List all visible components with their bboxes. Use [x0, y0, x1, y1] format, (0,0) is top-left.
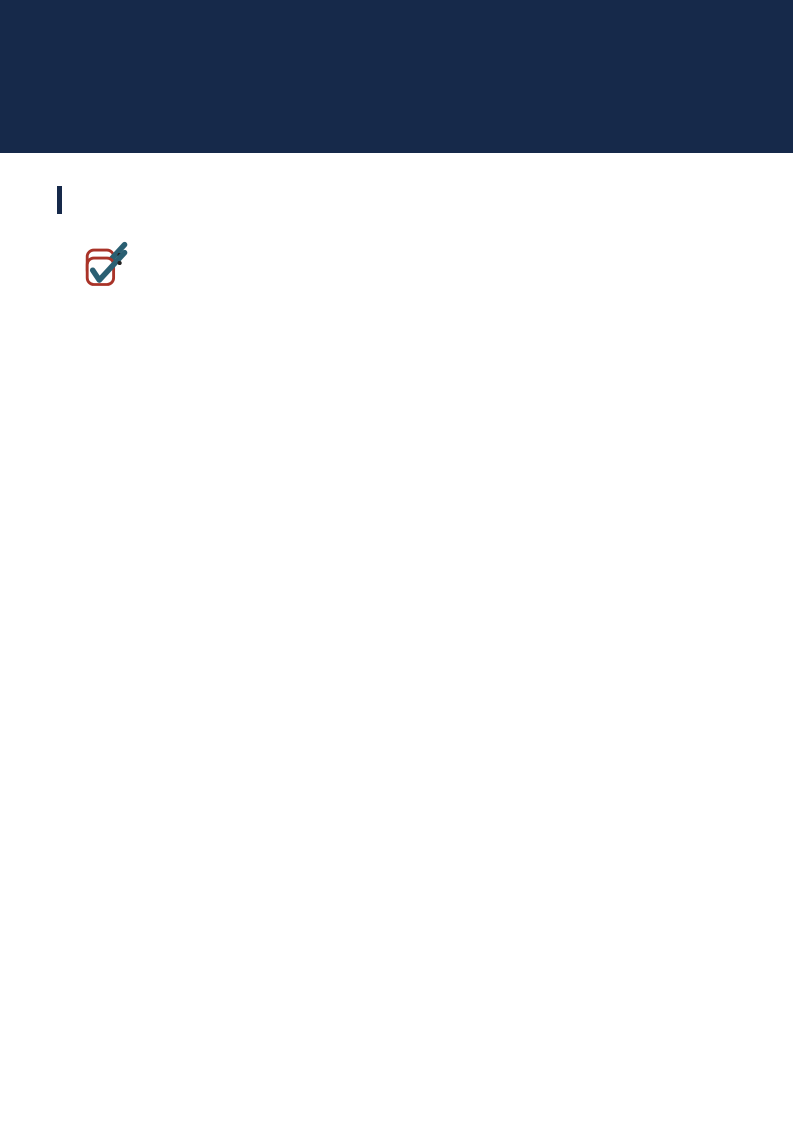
- checked-checkbox-icon: [85, 248, 129, 288]
- header-wave-decoration: [553, 0, 793, 153]
- section-heading-row: [57, 186, 745, 214]
- footer-wave-decoration: [543, 908, 793, 1123]
- heading-accent-bar: [57, 186, 62, 214]
- main-content: [0, 153, 793, 252]
- header-banner: [0, 0, 793, 153]
